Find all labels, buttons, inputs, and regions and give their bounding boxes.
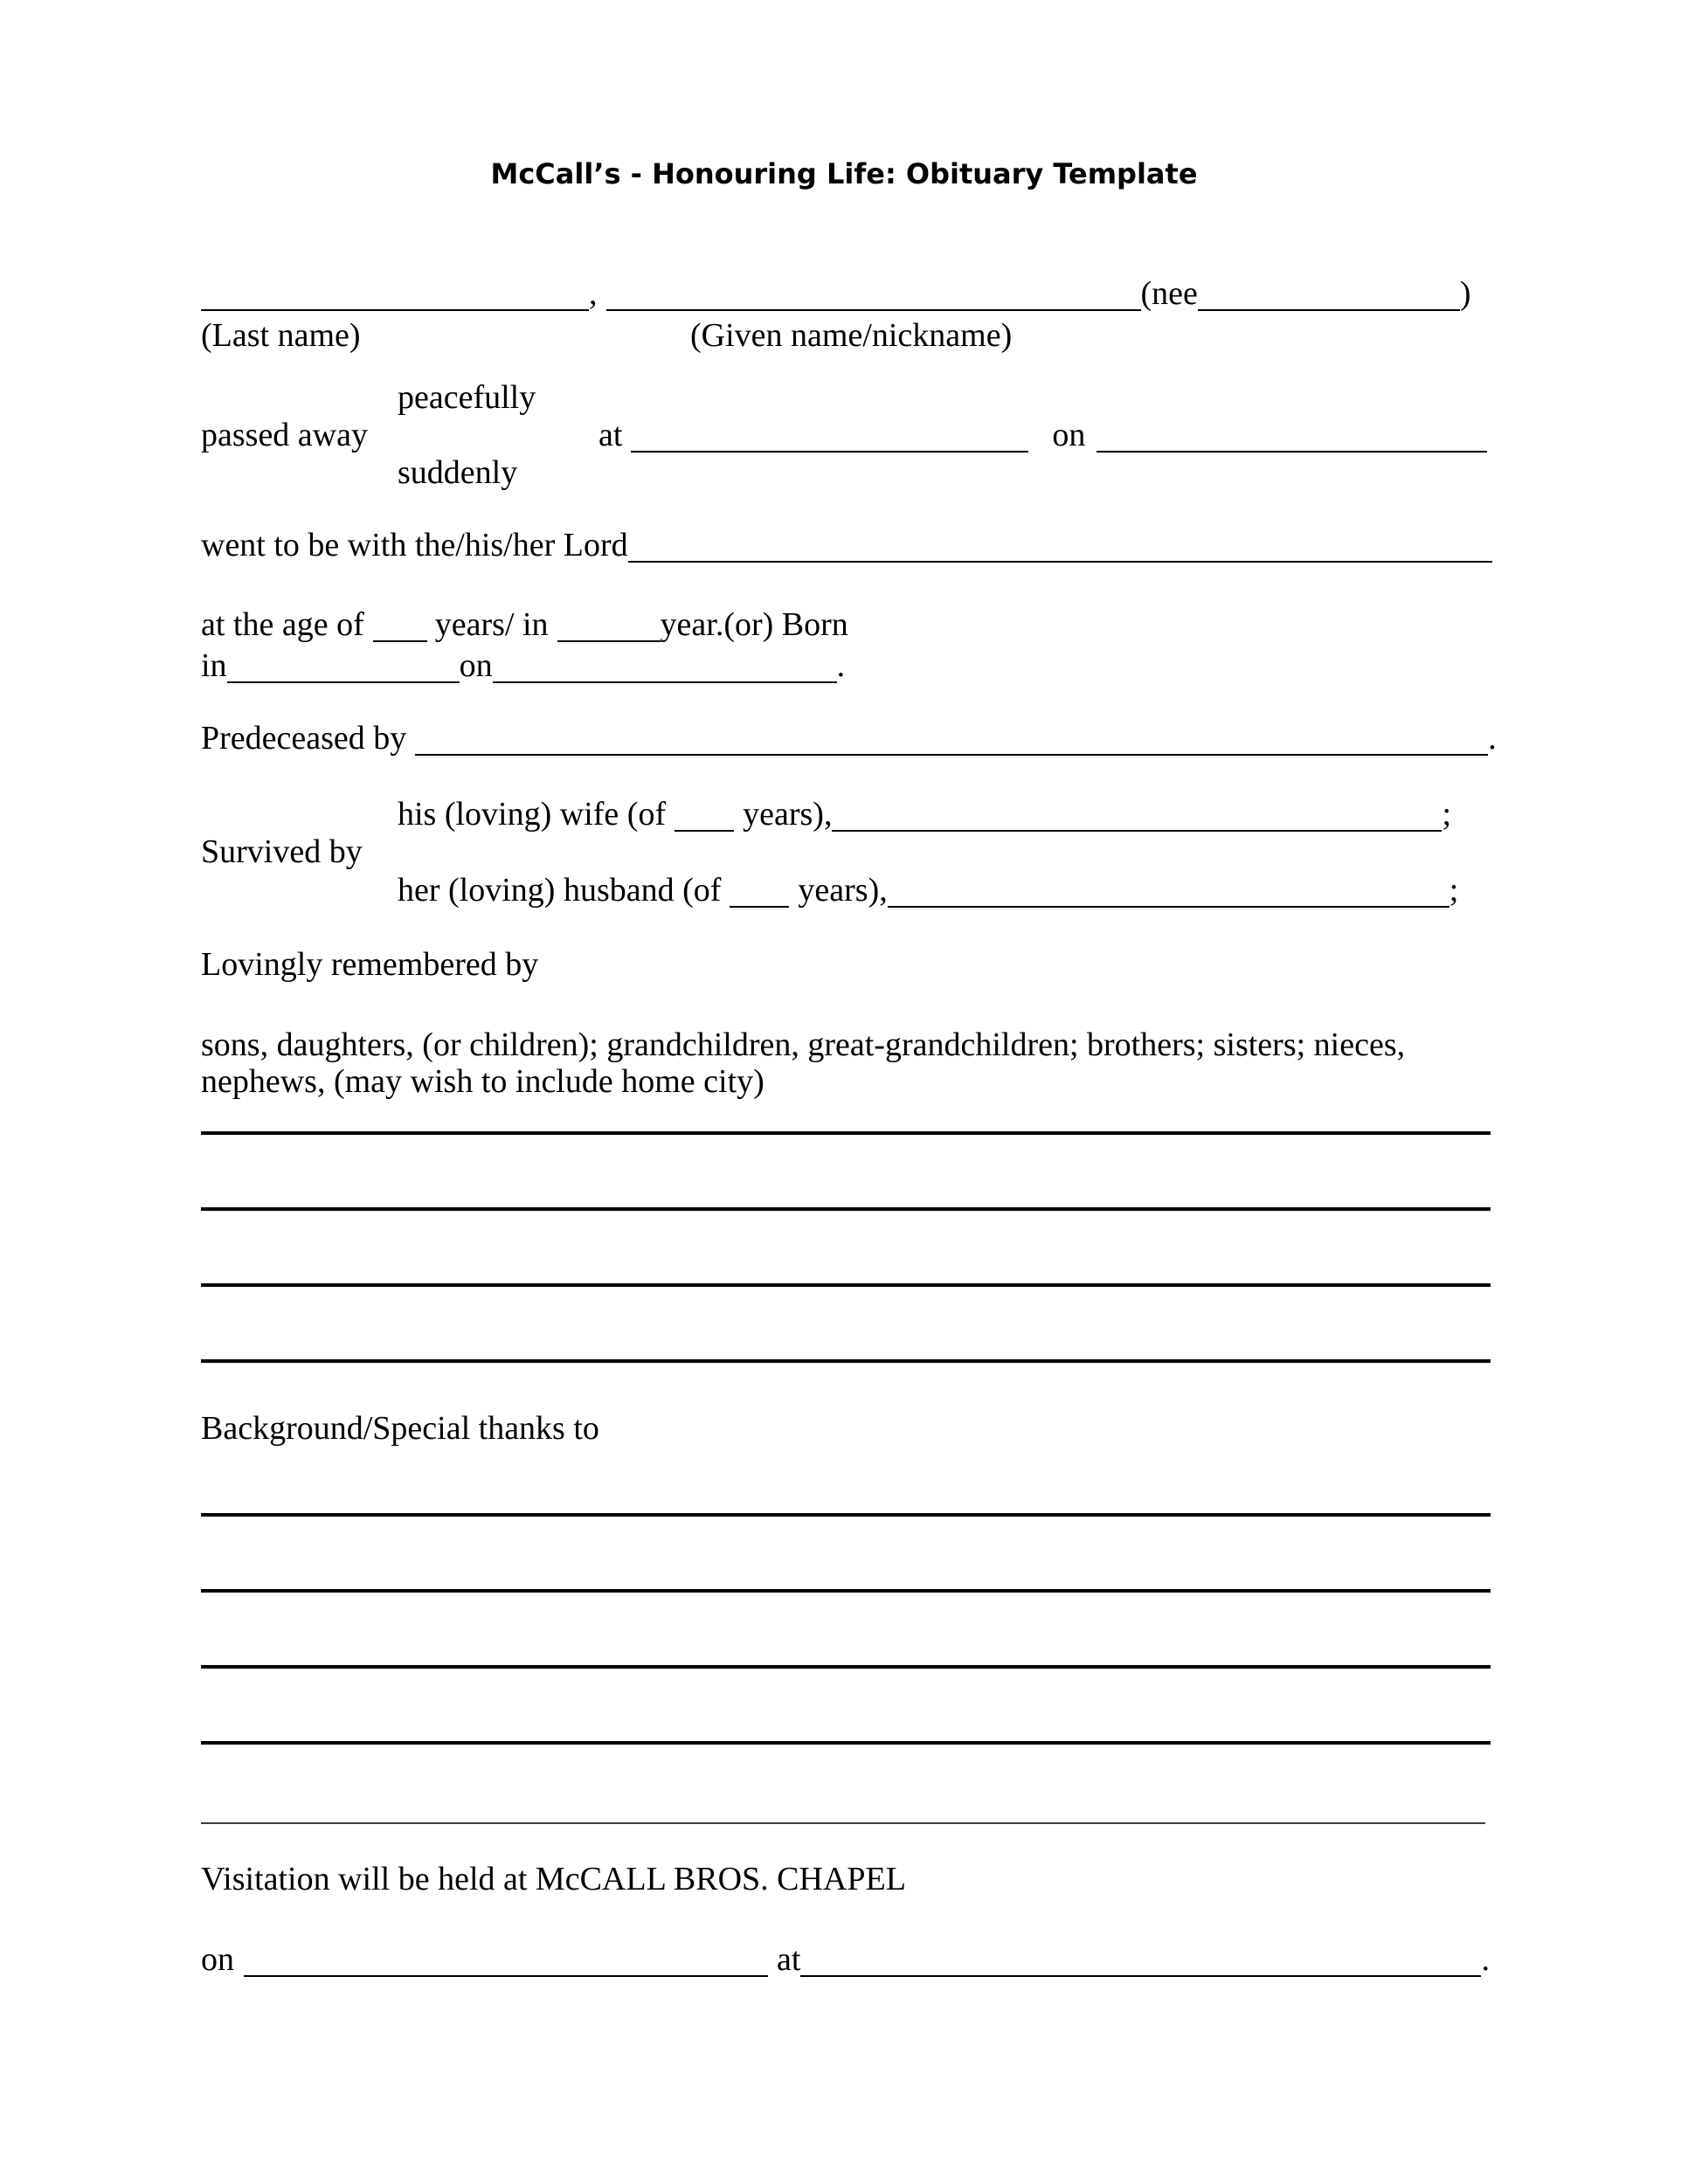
background-line-2 [201,1589,1491,1593]
visitation-on-label: on [201,1941,234,1978]
born-row [201,646,845,685]
nee-close-label: ) [1459,275,1471,312]
wife-semicolon: ; [1442,796,1452,833]
husband-lead-label: her (loving) husband (of [398,872,722,909]
spacer [1085,445,1097,446]
spacer [768,1969,777,1970]
writing-line-3 [201,1283,1491,1287]
wife-tail-label: years), [743,796,833,833]
on-label: on [1052,417,1086,453]
passed-away-label: passed away [201,417,368,453]
background-line-4 [201,1741,1491,1745]
born-period: . [836,647,846,684]
age-tail-label: year.(or) Born [660,606,848,643]
wife-lead-label: his (loving) wife (of [398,796,667,833]
visitation-at-label: at [777,1941,801,1978]
background-label: Background/Special thanks to [201,1410,599,1447]
background-line-1 [201,1513,1491,1517]
age-year-blank [557,614,661,642]
predeceased-by-blank [415,728,1488,756]
option-peacefully: peacefully [398,379,536,416]
spacer [598,303,606,304]
spacer [721,900,730,901]
predeceased-period: . [1488,720,1497,757]
age-row [201,605,848,644]
age-lead-label: at the age of [201,606,364,643]
husband-years-blank [730,880,789,908]
spacer [234,1969,244,1970]
predeceased-row [201,719,1497,757]
writing-line-1 [201,1131,1491,1135]
name-comma: , [589,275,598,312]
section-divider [201,1822,1485,1824]
survived-husband-row [398,871,1458,909]
nee-blank [1198,283,1460,311]
visitation-time-blank [800,1949,1481,1977]
last-name-caption: (Last name) [201,317,361,354]
nee-open-label: (nee [1140,275,1198,312]
husband-name-blank [888,880,1449,908]
spacer [549,634,557,635]
visitation-date-blank [244,1949,768,1977]
wife-name-blank [832,804,1442,832]
predeceased-label: Predeceased by [201,720,407,757]
spacer [368,445,598,446]
husband-semicolon: ; [1449,872,1459,909]
writing-line-2 [201,1207,1491,1211]
age-mid-label: years/ in [434,606,549,643]
writing-line-4 [201,1359,1491,1363]
passed-away-row [201,416,1487,454]
death-date-blank [1097,425,1487,453]
lord-label: went to be with the/his/her Lord [201,527,628,563]
name-row [201,274,1471,313]
born-on-label: on [459,647,493,684]
option-suddenly: suddenly [398,454,518,491]
background-line-3 [201,1665,1491,1669]
wife-years-blank [675,804,734,832]
remembered-hint-line1: sons, daughters, (or children); grandchildren, great-grandchildren; brothers; sisters; nieces, [201,1026,1406,1063]
spacer [666,824,675,825]
spacer [622,445,631,446]
remembered-hint-line2: nephews, (may wish to include home city) [201,1063,764,1100]
born-in-label: in [201,647,227,684]
visitation-period: . [1481,1941,1490,1978]
husband-tail-label: years), [798,872,888,909]
visitation-heading: Visitation will be held at McCALL BROS. CHAPEL [201,1861,906,1897]
birth-date-blank [493,655,837,683]
lord-row [201,526,1492,564]
spacer [427,634,435,635]
age-years-blank [373,614,427,642]
at-label: at [598,417,623,453]
given-name-blank [606,283,1141,311]
spacer [1028,445,1052,446]
survived-by-label: Survived by [201,833,363,870]
spacer [364,634,373,635]
birth-place-blank [227,655,460,683]
last-name-blank [201,283,589,311]
remembered-label: Lovingly remembered by [201,946,539,983]
spacer [406,748,415,749]
lord-date-blank [628,535,1492,563]
visitation-date-row [201,1940,1490,1979]
spacer [734,824,743,825]
page-title: McCall’s - Honouring Life: Obituary Template [490,157,1198,190]
survived-wife-row [398,795,1451,833]
death-place-blank [631,425,1028,453]
given-name-caption: (Given name/nickname) [690,317,1013,354]
spacer [789,900,798,901]
